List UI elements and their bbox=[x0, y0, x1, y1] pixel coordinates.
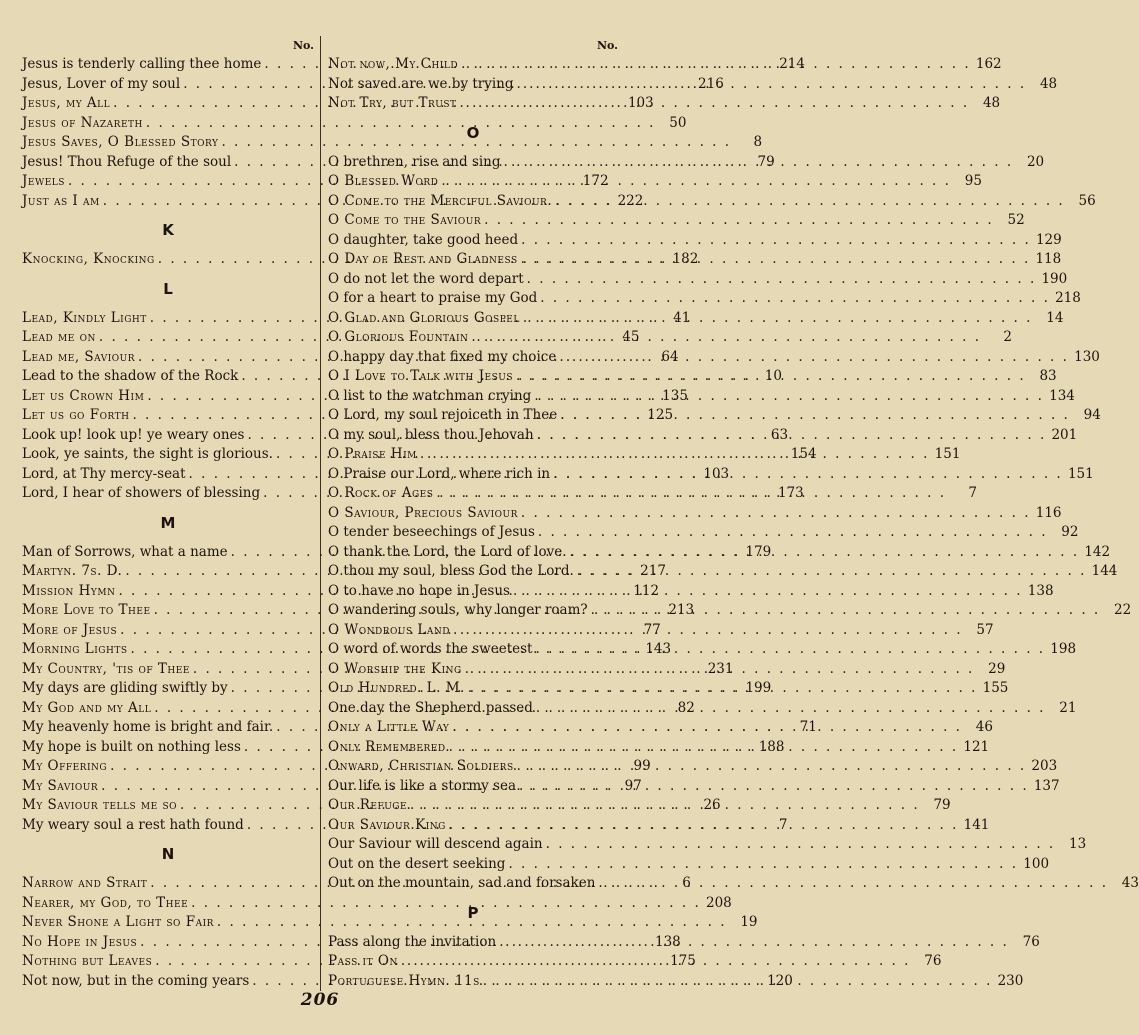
hymn-title: Not Try, but Trust bbox=[328, 95, 457, 111]
index-entry bbox=[328, 816, 990, 836]
hymn-title: O word of words the sweetest bbox=[328, 641, 533, 657]
hymn-number: 57 bbox=[976, 621, 994, 638]
index-entry bbox=[328, 523, 1079, 543]
page-number: 206 bbox=[300, 990, 340, 1010]
hymn-number: 190 bbox=[1041, 270, 1068, 287]
hymn-title: My days are gliding swiftly by bbox=[22, 680, 228, 696]
hymn-number: 50 bbox=[669, 114, 687, 131]
hymn-number: 203 bbox=[1031, 758, 1058, 774]
hymn-title: Lead to the shadow of the Rock bbox=[22, 368, 239, 384]
hymn-title: My hope is built on nothing less bbox=[22, 738, 241, 755]
section-letter-m: M bbox=[160, 513, 176, 532]
hymn-number: 48 bbox=[982, 95, 1001, 111]
hymn-title: Our Saviour King bbox=[328, 816, 446, 833]
dot-leader bbox=[518, 504, 1034, 524]
hymn-title: O brethren, rise and sing bbox=[328, 153, 501, 170]
hymn-number: 217 bbox=[640, 563, 666, 579]
hymn-number: 82 bbox=[677, 699, 695, 716]
hymn-number: 134 bbox=[1049, 387, 1075, 404]
hymn-number: 230 bbox=[997, 972, 1024, 989]
dot-leader bbox=[468, 328, 984, 348]
hymn-title: Lord, I hear of showers of blessing bbox=[22, 485, 261, 501]
dot-leader bbox=[518, 250, 1034, 270]
hymn-title: O Wondrous Land bbox=[328, 621, 450, 638]
dot-leader bbox=[417, 445, 933, 465]
section-letter-p: P bbox=[467, 903, 479, 922]
dot-leader bbox=[513, 367, 1029, 387]
hymn-number: 92 bbox=[1061, 524, 1079, 540]
hymn-title: O Blessed Word bbox=[328, 173, 439, 189]
hymn-title: No Hope in Jesus bbox=[22, 933, 138, 950]
hymn-number: 151 bbox=[934, 446, 961, 462]
hymn-title: Let us Crown Him bbox=[22, 387, 145, 404]
hymn-title: More Love to Thee bbox=[22, 602, 151, 618]
hymn-title: Jesus Saves, O Blessed Story bbox=[22, 134, 219, 150]
hymn-number: 100 bbox=[1023, 855, 1050, 872]
dot-leader bbox=[438, 172, 954, 192]
hymn-number: 162 bbox=[975, 56, 1002, 72]
hymn-title: Knocking, Knocking bbox=[22, 251, 155, 267]
hymn-number: 188 bbox=[758, 738, 785, 755]
hymn-title: Nothing but Leaves bbox=[22, 953, 153, 969]
hymn-number: 135 bbox=[662, 387, 688, 404]
hymn-title: Mission Hymn bbox=[22, 582, 116, 599]
hymn-title: Portuguese Hymn. 11s bbox=[328, 972, 480, 989]
hymn-title: O Glad and Glorious Gospel bbox=[328, 309, 520, 326]
index-entry bbox=[328, 172, 982, 192]
dot-leader bbox=[398, 952, 914, 972]
hymn-title: Martyn. 7s. D. bbox=[22, 563, 123, 579]
index-entry bbox=[328, 289, 1081, 309]
hymn-title: Pass it On bbox=[328, 953, 398, 969]
hymn-title: O Come to the Saviour bbox=[328, 212, 482, 228]
dot-leader bbox=[524, 270, 1040, 290]
dot-leader bbox=[556, 348, 1072, 368]
dot-leader bbox=[531, 387, 1047, 407]
hymn-title: O for a heart to praise my God bbox=[328, 290, 538, 306]
hymn-number: 7 bbox=[968, 485, 977, 501]
dot-leader bbox=[588, 601, 1104, 621]
hymn-number: 199 bbox=[745, 680, 772, 696]
hymn-number: 208 bbox=[705, 894, 732, 911]
hymn-number: 222 bbox=[617, 192, 644, 209]
hymn-number: 116 bbox=[1035, 504, 1062, 521]
hymn-title: O tender beseechings of Jesus bbox=[328, 524, 535, 540]
hymn-number: 95 bbox=[964, 173, 982, 189]
index-entry bbox=[328, 504, 1062, 524]
hymn-number: 8 bbox=[753, 134, 763, 150]
hymn-title: My Offering bbox=[22, 758, 108, 774]
hymn-title: Not now, but in the coming years bbox=[22, 972, 250, 989]
hymn-title: Only Remembered bbox=[328, 738, 446, 755]
hymn-number: 19 bbox=[740, 914, 758, 930]
hymn-title: My God and my All bbox=[22, 699, 152, 716]
hymn-title: O happy day that fixed my choice bbox=[328, 348, 557, 365]
hymn-title: O Praise our Lord, where rich in bbox=[328, 465, 551, 482]
dot-leader bbox=[535, 523, 1051, 543]
hymn-title: Not saved are we by trying bbox=[328, 75, 514, 92]
hymn-number: 52 bbox=[1007, 212, 1025, 228]
hymn-number: 125 bbox=[647, 407, 674, 423]
hymn-number: 143 bbox=[645, 641, 672, 657]
dot-leader bbox=[446, 738, 962, 758]
dot-leader bbox=[514, 757, 1030, 777]
hymn-title: Let us go Forth bbox=[22, 407, 130, 423]
hymn-title: O list to the watchman crying bbox=[328, 387, 532, 404]
hymn-number: 103 bbox=[703, 465, 730, 482]
hymn-number: 112 bbox=[633, 582, 660, 599]
index-entry bbox=[328, 211, 1025, 231]
hymn-title: Narrow and Strait bbox=[22, 875, 148, 891]
dot-leader bbox=[510, 582, 1026, 602]
hymn-number: 10 bbox=[764, 368, 782, 384]
number-column-heading: No. bbox=[292, 39, 314, 52]
hymn-title: My heavenly home is bright and fair. bbox=[22, 719, 274, 735]
hymn-number: 198 bbox=[1050, 641, 1077, 657]
hymn-title: Out on the mountain, sad and forsaken bbox=[328, 875, 596, 891]
hymn-title: Jesus is tenderly calling thee home bbox=[22, 56, 262, 72]
hymn-number: 20 bbox=[1026, 153, 1045, 170]
hymn-number: 43 bbox=[1121, 875, 1139, 891]
section-letter-o: O bbox=[466, 123, 480, 142]
index-entry bbox=[22, 133, 763, 153]
hymn-number: 64 bbox=[661, 348, 679, 365]
hymn-title: Our Saviour will descend again bbox=[328, 836, 543, 852]
hymn-number: 130 bbox=[1074, 348, 1100, 365]
hymn-number: 218 bbox=[1055, 290, 1081, 306]
hymn-number: 154 bbox=[790, 446, 817, 462]
hymn-title: Pass along the invitation bbox=[328, 933, 497, 950]
hymn-number: 175 bbox=[670, 953, 696, 969]
hymn-number: 182 bbox=[672, 251, 699, 267]
hymn-title: O Come to the Merciful Saviour. bbox=[328, 192, 553, 209]
hymn-title: Jesus, Lover of my soul bbox=[22, 75, 181, 92]
dot-leader bbox=[450, 621, 966, 641]
hymn-title: My Country, 'tis of Thee bbox=[22, 660, 190, 677]
hymn-number: 21 bbox=[1059, 699, 1077, 716]
hymn-number: 137 bbox=[1033, 777, 1060, 794]
dot-leader bbox=[520, 309, 1036, 329]
hymn-number: 79 bbox=[933, 797, 951, 813]
hymn-number: 77 bbox=[643, 621, 661, 638]
hymn-title: Out on the desert seeking bbox=[328, 855, 506, 872]
hymn-number: 79 bbox=[757, 153, 775, 170]
hymn-number: 7 bbox=[778, 816, 788, 833]
hymn-number: 142 bbox=[1084, 543, 1111, 560]
dot-leader bbox=[501, 153, 1017, 173]
hymn-title: O thou my soul, bless God the Lord. bbox=[328, 563, 574, 579]
dot-leader bbox=[595, 874, 1111, 894]
hymn-title: O Glorious Fountain bbox=[328, 329, 469, 345]
hymn-number: 83 bbox=[1039, 368, 1057, 384]
hymn-number: 213 bbox=[668, 602, 695, 618]
dot-leader bbox=[505, 855, 1021, 875]
hymn-number: 141 bbox=[963, 816, 990, 833]
hymn-number: 71 bbox=[799, 719, 817, 735]
hymn-title: O to have no hope in Jesus bbox=[328, 582, 510, 599]
hymn-title: Morning Lights bbox=[22, 641, 128, 657]
index-entry bbox=[328, 855, 1050, 875]
dot-leader bbox=[543, 835, 1059, 855]
hymn-number: 201 bbox=[1051, 426, 1078, 443]
hymn-number: 144 bbox=[1091, 563, 1118, 579]
hymn-number: 76 bbox=[924, 953, 942, 969]
dot-leader bbox=[433, 484, 949, 504]
hymn-number: 214 bbox=[779, 56, 805, 72]
hymn-title: O Rock of Ages bbox=[328, 485, 434, 501]
dot-leader bbox=[537, 289, 1053, 309]
hymn-number: 22 bbox=[1114, 602, 1132, 618]
dot-leader bbox=[465, 679, 981, 699]
hymn-title: Old Hundred. L. M. bbox=[328, 680, 465, 696]
hymn-number: 99 bbox=[633, 758, 651, 774]
hymn-title: Our life is like a stormy sea bbox=[328, 777, 517, 794]
dot-leader bbox=[533, 699, 1049, 719]
hymn-number: 56 bbox=[1078, 192, 1096, 209]
hymn-title: My Saviour tells me so bbox=[22, 797, 178, 813]
hymn-title: O do not let the word depart bbox=[328, 270, 524, 287]
hymn-title: Man of Sorrows, what a name bbox=[22, 543, 228, 560]
hymn-title: Just as I am bbox=[22, 192, 100, 209]
hymn-number: 48 bbox=[1039, 75, 1058, 92]
hymn-title: Our Refuge bbox=[328, 797, 408, 813]
hymn-number: 120 bbox=[767, 972, 793, 989]
hymn-title: Lord, at Thy mercy-seat bbox=[22, 465, 186, 482]
hymn-number: 6 bbox=[682, 875, 691, 891]
hymn-number: 138 bbox=[654, 933, 681, 950]
index-entry bbox=[328, 874, 1139, 894]
hymn-title: Lead me on bbox=[22, 329, 96, 345]
hymn-title: More of Jesus bbox=[22, 621, 118, 638]
dot-leader bbox=[457, 94, 973, 114]
hymn-number: 26 bbox=[703, 797, 721, 813]
dot-leader bbox=[534, 426, 1050, 446]
hymn-title: O Worship the King bbox=[328, 660, 462, 677]
index-entry bbox=[22, 894, 732, 914]
hymn-number: 45 bbox=[622, 329, 640, 345]
hymn-number: 2 bbox=[1003, 329, 1012, 345]
hymn-title: O daughter, take good heed bbox=[328, 231, 519, 248]
hymn-number: 121 bbox=[963, 738, 990, 755]
dot-leader bbox=[567, 543, 1083, 563]
hymn-number: 172 bbox=[582, 173, 609, 189]
dot-leader bbox=[496, 933, 1012, 953]
hymn-title: Jewels bbox=[22, 173, 65, 189]
hymn-number: 151 bbox=[1067, 465, 1094, 482]
hymn-title: Not now, My Child bbox=[328, 56, 459, 72]
dot-leader bbox=[446, 816, 962, 836]
hymn-title: Never Shone a Light so Fair bbox=[22, 914, 214, 930]
dot-leader bbox=[514, 75, 1030, 95]
hymn-title: O thank the Lord, the Lord of love. bbox=[328, 543, 567, 560]
hymn-title: O wandering souls, why longer roam? bbox=[328, 602, 588, 618]
number-column-heading: No. bbox=[596, 39, 618, 52]
hymn-number: 179 bbox=[745, 543, 772, 560]
hymn-number: 155 bbox=[982, 680, 1009, 696]
hymn-number: 216 bbox=[698, 75, 724, 92]
dot-leader bbox=[552, 192, 1068, 212]
index-entry bbox=[22, 913, 758, 933]
hymn-title: Lead, Kindly Light bbox=[22, 309, 147, 326]
hymn-number: 173 bbox=[777, 485, 804, 501]
dot-leader bbox=[458, 55, 974, 75]
dot-leader bbox=[480, 972, 996, 992]
section-letter-n: N bbox=[161, 845, 175, 863]
hymn-title: O Lord, my soul rejoiceth in Thee bbox=[328, 407, 558, 423]
hymn-title: O I Love to Talk with Jesus bbox=[328, 368, 514, 384]
hymn-title: My Saviour bbox=[22, 777, 99, 794]
hymn-title: Onward, Christian Soldiers bbox=[328, 758, 514, 774]
hymn-number: 46 bbox=[975, 719, 993, 735]
hymn-title: Look up! look up! ye weary ones bbox=[22, 426, 245, 443]
index-entry bbox=[328, 231, 1062, 251]
hymn-title: O Day of Rest and Gladness bbox=[328, 251, 518, 267]
hymn-title: Nearer, my God, to Thee bbox=[22, 894, 189, 911]
hymn-number: 29 bbox=[988, 660, 1006, 677]
dot-leader bbox=[557, 406, 1073, 426]
hymn-title: Lead me, Saviour bbox=[22, 348, 136, 365]
hymn-title: My weary soul a rest hath found bbox=[22, 816, 244, 833]
hymn-number: 76 bbox=[1022, 933, 1040, 950]
section-letter-k: K bbox=[162, 221, 174, 239]
hymn-number: 13 bbox=[1069, 836, 1087, 852]
hymn-number: 231 bbox=[707, 660, 734, 677]
dot-leader bbox=[516, 777, 1032, 797]
hymn-number: 14 bbox=[1046, 309, 1064, 326]
section-letter-l: L bbox=[163, 279, 173, 298]
hymn-number: 103 bbox=[627, 95, 654, 111]
hymn-title: O Saviour, Precious Saviour bbox=[328, 504, 518, 521]
index-entry bbox=[328, 270, 1068, 290]
dot-leader bbox=[574, 562, 1090, 582]
dot-leader bbox=[532, 640, 1048, 660]
hymn-number: 138 bbox=[1027, 582, 1054, 599]
hymn-title: Look, ye saints, the sight is glorious. bbox=[22, 446, 273, 462]
hymn-title: Jesus of Nazareth bbox=[22, 114, 143, 131]
hymn-number: 97 bbox=[624, 777, 642, 794]
dot-leader bbox=[481, 211, 997, 231]
hymn-title: One day the Shepherd passed bbox=[328, 699, 533, 716]
hymn-number: 63 bbox=[770, 426, 789, 443]
hymn-number: 118 bbox=[1035, 251, 1062, 267]
hymn-number: 94 bbox=[1083, 407, 1101, 423]
hymn-title: O Praise Him bbox=[328, 446, 417, 462]
hymn-number: 129 bbox=[1035, 231, 1062, 248]
hymn-title: O my soul, bless thou Jehovah bbox=[328, 426, 534, 443]
dot-leader bbox=[550, 465, 1066, 485]
hymn-title: Jesus, my All bbox=[22, 95, 111, 111]
hymn-title: Jesus! Thou Refuge of the soul bbox=[22, 153, 232, 170]
hymn-title: Only a Little Way bbox=[328, 719, 450, 735]
dot-leader bbox=[462, 660, 978, 680]
index-entry bbox=[22, 114, 687, 134]
dot-leader bbox=[449, 718, 965, 738]
index-entry bbox=[328, 835, 1087, 855]
hymn-number: 41 bbox=[673, 309, 691, 326]
dot-leader bbox=[407, 796, 923, 816]
dot-leader bbox=[518, 231, 1034, 251]
